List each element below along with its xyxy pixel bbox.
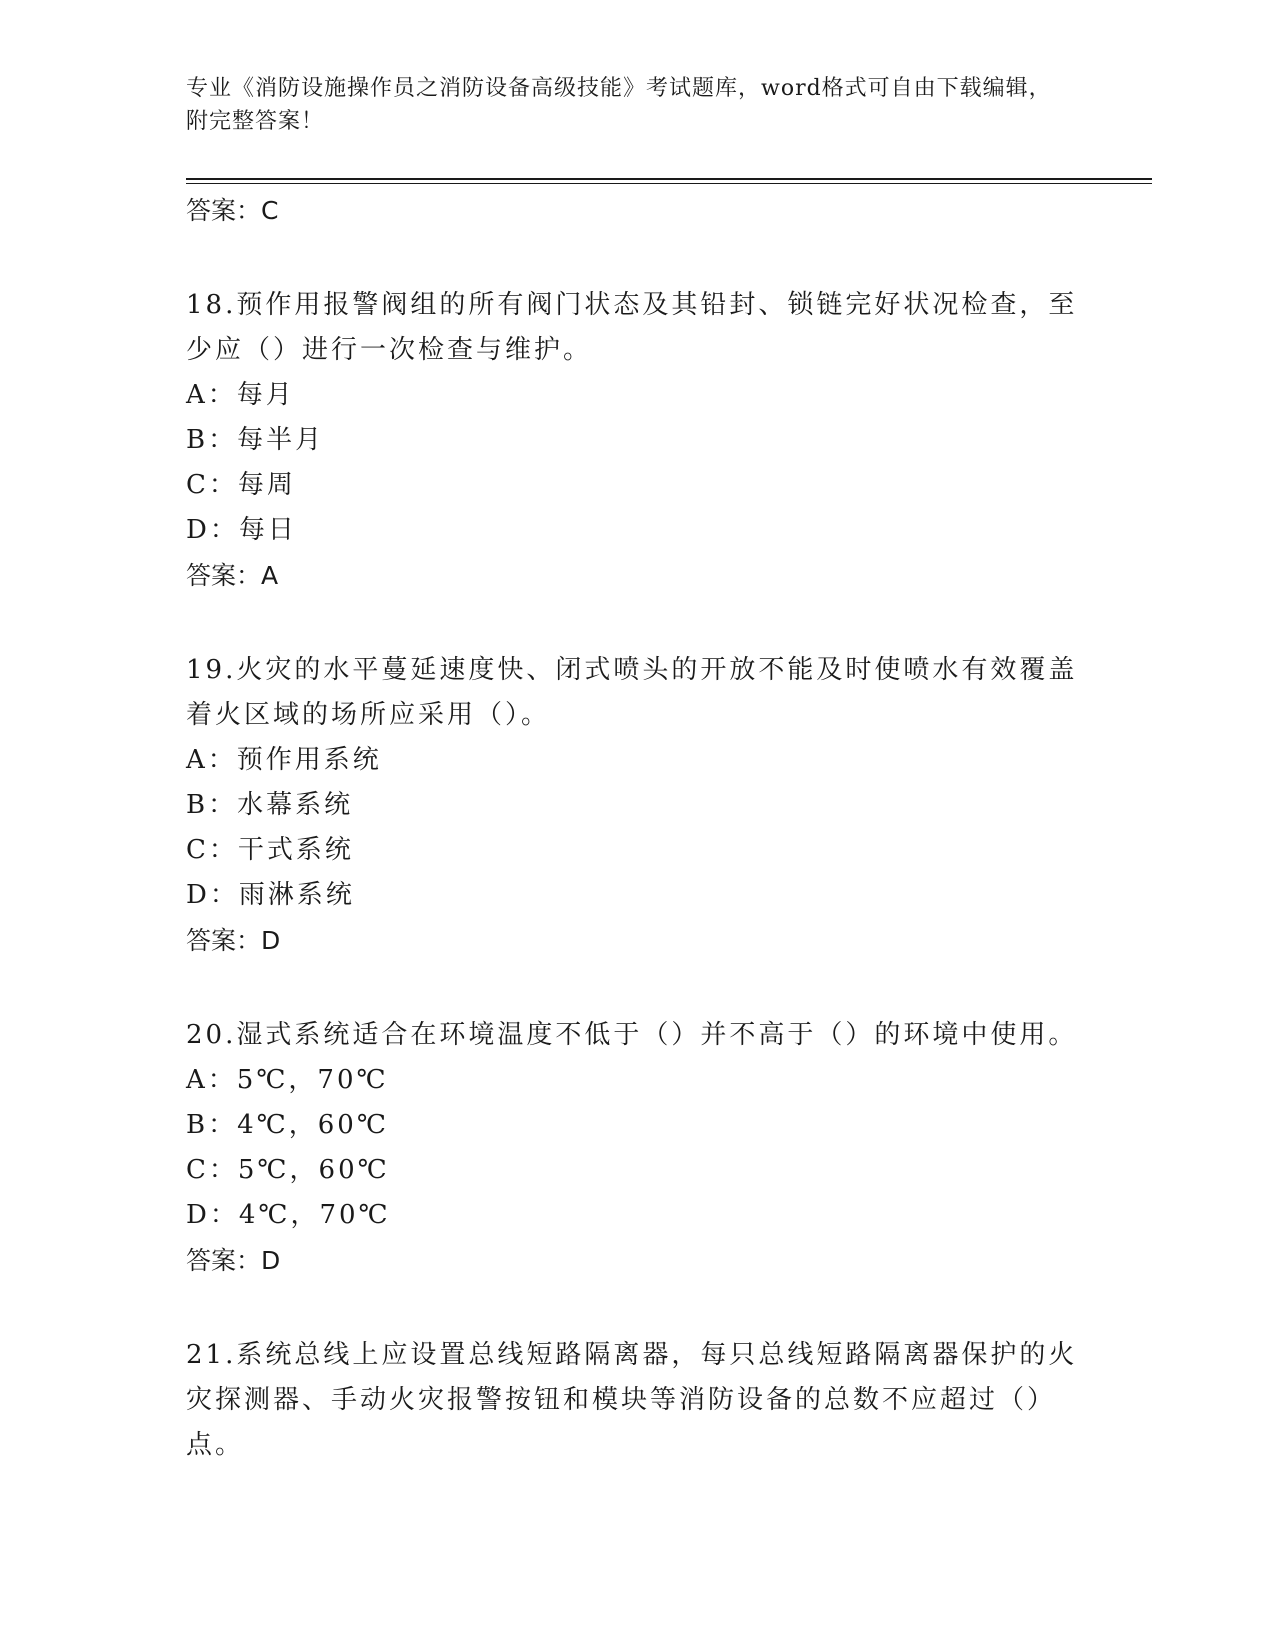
question-block-20 — [186, 1013, 1086, 1283]
question-text: 18.预作用报警阀组的所有阀门状态及其铅封、锁链完好状况检查，至少应（）进行一次检查与维护。 — [186, 290, 1078, 365]
option-c: C：每周 — [186, 470, 296, 500]
question-text: 20.湿式系统适合在环境温度不低于（）并不高于（）的环境中使用。 — [186, 1020, 1078, 1050]
question-list — [186, 188, 1086, 1468]
header-rule-thick — [186, 178, 1152, 180]
question-text: 19.火灾的水平蔓延速度快、闭式喷头的开放不能及时使喷水有效覆盖着火区域的场所应采用（）。 — [186, 655, 1078, 730]
answer: 答案：D — [186, 926, 281, 955]
header-rule-thin — [186, 183, 1152, 184]
previous-answer: 答案：C — [186, 196, 279, 225]
option-a: A：每月 — [186, 380, 295, 410]
answer: 答案：A — [186, 561, 279, 590]
option-d: D：雨淋系统 — [186, 880, 355, 910]
option-d: D：每日 — [186, 515, 297, 545]
option-d: D：4℃，70℃ — [186, 1200, 391, 1230]
option-a: A：预作用系统 — [186, 745, 382, 775]
option-b: B：4℃，60℃ — [186, 1110, 389, 1140]
option-a: A：5℃，70℃ — [186, 1065, 389, 1095]
question-block-21 — [186, 1333, 1086, 1468]
answer: 答案：D — [186, 1246, 281, 1275]
question-block-18 — [186, 283, 1086, 598]
option-b: B：每半月 — [186, 425, 325, 455]
document-header: 专业《消防设施操作员之消防设备高级技能》考试题库，word格式可自由下载编辑，附完整答案！ — [186, 76, 1052, 134]
option-b: B：水幕系统 — [186, 790, 354, 820]
question-text: 21.系统总线上应设置总线短路隔离器，每只总线短路隔离器保护的火灾探测器、手动火灾报警按钮和模块等消防设备的总数不应超过（）点。 — [186, 1340, 1078, 1460]
question-block-19 — [186, 648, 1086, 963]
option-c: C：5℃，60℃ — [186, 1155, 390, 1185]
option-c: C：干式系统 — [186, 835, 354, 865]
